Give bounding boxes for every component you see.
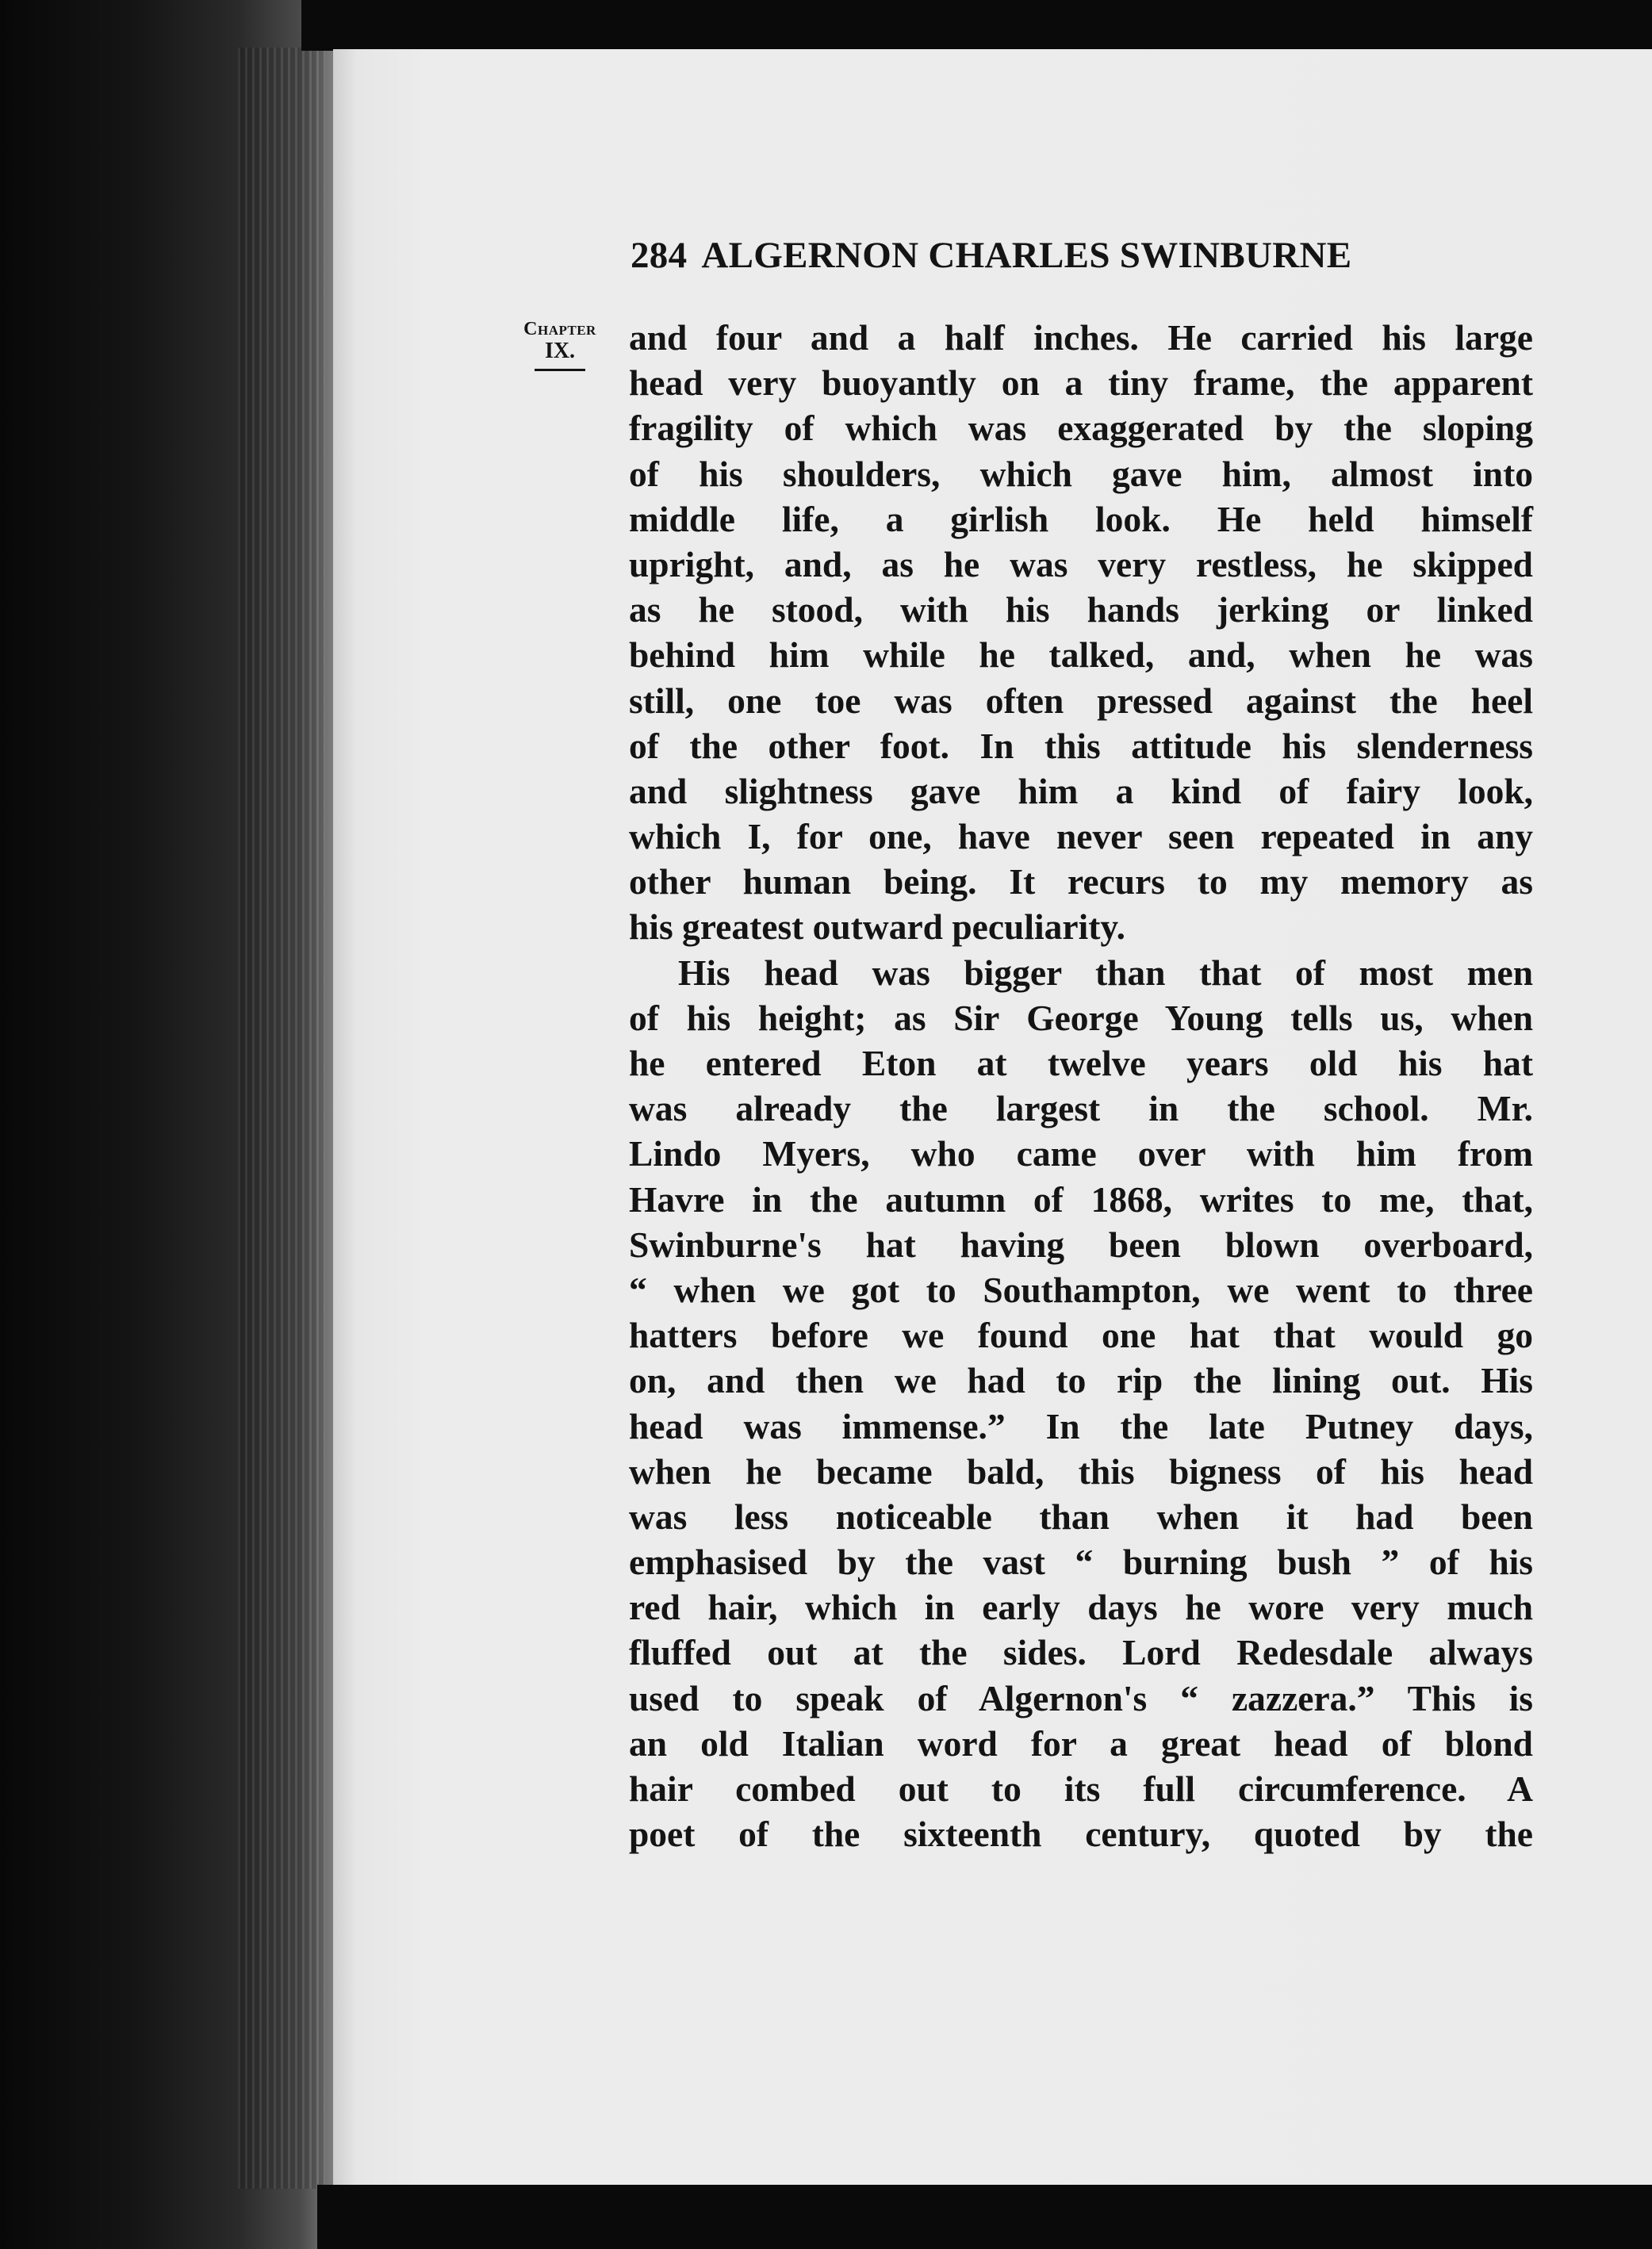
text-line: head was immense.” In the late Putney days, xyxy=(629,1405,1533,1446)
text-line: and four and a half inches. He carried his large xyxy=(629,317,1533,358)
text-line: his greatest outward peculiarity. xyxy=(629,906,1126,948)
bottom-edge-shadow xyxy=(317,2185,1652,2249)
text-line: an old Italian word for a great head of blond xyxy=(629,1722,1533,1764)
text-line: hatters before we found one hat that would go xyxy=(629,1315,1533,1356)
text-line: “ when we got to Southampton, we went to three xyxy=(629,1269,1533,1310)
text-line: on, and then we had to rip the lining out. His xyxy=(629,1360,1533,1401)
text-line: poet of the sixteenth century, quoted by the xyxy=(629,1814,1533,1855)
text-line: other human being. It recurs to my memory as xyxy=(629,861,1533,902)
text-line: used to speak of Algernon's “ zazzera.” This is xyxy=(629,1677,1533,1718)
text-line: of his shoulders, which gave him, almost into xyxy=(629,453,1533,494)
text-line: he entered Eton at twelve years old his hat xyxy=(629,1043,1533,1083)
top-edge-shadow xyxy=(301,0,1652,51)
text-line: hair combed out to its full circumference. A xyxy=(629,1768,1533,1809)
text-line: Lindo Myers, who came over with him from xyxy=(629,1133,1533,1174)
page-number: 284 xyxy=(631,235,688,276)
text-line: red hair, which in early days he wore very much xyxy=(629,1587,1533,1628)
text-line: which I, for one, have never seen repeated in any xyxy=(629,816,1533,857)
chapter-rule xyxy=(535,369,585,371)
text-line: head very buoyantly on a tiny frame, the apparent xyxy=(629,362,1533,404)
binding-texture xyxy=(238,48,325,2189)
text-line: as he stood, with his hands jerking or linked xyxy=(629,589,1533,630)
text-line: and slightness gave him a kind of fairy look, xyxy=(629,770,1533,811)
chapter-word: Chapter xyxy=(523,319,596,339)
text-line: of his height; as Sir George Young tells us, when xyxy=(629,997,1533,1038)
body-text xyxy=(629,315,1533,1856)
chapter-number: IX. xyxy=(544,339,576,363)
text-line: was already the largest in the school. Mr. xyxy=(629,1088,1533,1129)
text-line: still, one toe was often pressed against the heel xyxy=(629,680,1533,721)
chapter-margin-note xyxy=(504,320,615,371)
text-line: His head was bigger than that of most men xyxy=(678,952,1533,993)
text-line: fluffed out at the sides. Lord Redesdale always xyxy=(629,1632,1533,1673)
text-line: middle life, a girlish look. He held himself xyxy=(629,498,1533,539)
running-title: ALGERNON CHARLES SWINBURNE xyxy=(701,235,1352,276)
text-line: of the other foot. In this attitude his slenderness xyxy=(629,725,1533,766)
text-line: Swinburne's hat having been blown overboard, xyxy=(629,1224,1533,1265)
text-line: when he became bald, this bigness of his head xyxy=(629,1450,1533,1492)
text-line: emphasised by the vast “ burning bush ” of his xyxy=(629,1542,1533,1583)
running-head xyxy=(631,234,1543,277)
text-line: Havre in the autumn of 1868, writes to me, that, xyxy=(629,1178,1533,1220)
text-line: behind him while he talked, and, when he was xyxy=(629,634,1533,676)
text-line: was less noticeable than when it had been xyxy=(629,1496,1533,1537)
text-line: fragility of which was exaggerated by the sloping xyxy=(629,408,1533,449)
text-line: upright, and, as he was very restless, he skipped xyxy=(629,543,1533,584)
